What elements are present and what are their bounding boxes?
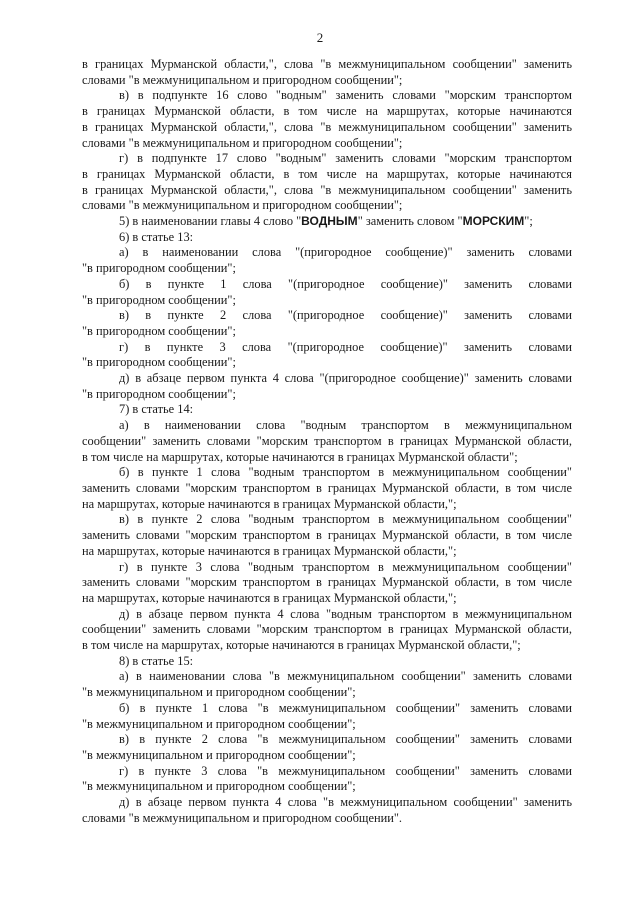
text-line: в том числе на маршрутах, которые начинаются в границах Мурманской области,"; bbox=[82, 638, 521, 653]
text-line: г) в подпункте 17 слово "водным" заменить словами "морским транспортом bbox=[119, 151, 572, 166]
text-line: г) в пункте 3 слова "в межмуниципальном сообщении" заменить словами bbox=[119, 763, 572, 778]
text-line: в границах Мурманской области,", слова "в межмуниципальном сообщении" заменить bbox=[82, 57, 572, 71]
text-line: на маршрутах, которые начинаются в границах Мурманской области,"; bbox=[82, 543, 457, 558]
text-line: г) в пункте 3 слова "водным транспортом в межмуниципальном сообщении" bbox=[119, 559, 572, 574]
text-line: г) в пункте 3 слова "(пригородное сообщение)" заменить словами bbox=[119, 339, 572, 354]
text-line: "в межмуниципальном и пригородном сообщении"; bbox=[82, 685, 356, 700]
text-line: в том числе на маршрутах, которые начинаются в границах Мурманской области"; bbox=[82, 449, 518, 464]
text-line: в границах Мурманской области,", слова "в межмуниципальном сообщении" заменить bbox=[82, 182, 572, 197]
text-line: в) в пункте 2 слова "в межмуниципальном сообщении" заменить словами bbox=[119, 732, 572, 747]
text-line: "в межмуниципальном и пригородном сообщении"; bbox=[82, 747, 356, 762]
text-line: а) в наименовании слова "в межмуниципальном сообщении" заменить словами bbox=[119, 669, 572, 684]
text-line: "в пригородном сообщении"; bbox=[82, 355, 236, 370]
text-line: "в пригородном сообщении"; bbox=[82, 292, 236, 307]
page-number: 2 bbox=[316, 30, 324, 45]
text-line: "в межмуниципальном и пригородном сообщении"; bbox=[82, 779, 356, 794]
text-line: б) в пункте 1 слова "(пригородное сообщение)" заменить словами bbox=[119, 276, 572, 291]
text-line: а) в наименовании слова "водным транспортом в межмуниципальном bbox=[119, 418, 572, 433]
text-line: на маршрутах, которые начинаются в границах Мурманской области,"; bbox=[82, 590, 457, 605]
chapter4-bold-new: МОРСКИМ bbox=[462, 214, 525, 229]
text-line: "в межмуниципальном и пригородном сообщении"; bbox=[82, 716, 356, 731]
text-line: б) в пункте 1 слова "водным транспортом в межмуниципальном сообщении" bbox=[119, 465, 572, 480]
text-line: словами "в межмуниципальном и пригородном сообщении"; bbox=[82, 198, 403, 213]
chapter4-bold-old: ВОДНЫМ bbox=[301, 214, 358, 229]
text-line: д) в абзаце первом пункта 4 слова "в межмуниципальном сообщении" заменить bbox=[119, 795, 572, 810]
text-line: 7) в статье 14: bbox=[119, 402, 194, 417]
text-line: в границах Мурманской области,", слова "в межмуниципальном сообщении" заменить bbox=[82, 119, 572, 134]
text-line: 8) в статье 15: bbox=[119, 653, 194, 668]
text-line: словами "в межмуниципальном и пригородном сообщении"; bbox=[82, 72, 403, 87]
document-body bbox=[82, 57, 572, 826]
text-line: д) в абзаце первом пункта 4 слова "водным транспортом в межмуниципальном bbox=[119, 606, 572, 621]
text-line: "в пригородном сообщении"; bbox=[82, 323, 236, 338]
text-line: 6) в статье 13: bbox=[119, 229, 194, 244]
chapter4-after: "; bbox=[524, 214, 533, 229]
text-line: на маршрутах, которые начинаются в границах Мурманской области,"; bbox=[82, 496, 457, 511]
text-line: в) в подпункте 16 слово "водным" заменить словами "морским транспортом bbox=[119, 88, 572, 103]
text-line: сообщении" заменить словами "морским транспортом в границах Мурманской области, bbox=[82, 433, 572, 448]
text-line: заменить словами "морским транспортом в границах Мурманской области, в том числе bbox=[82, 528, 572, 543]
text-line: б) в пункте 1 слова "в межмуниципальном сообщении" заменить словами bbox=[119, 700, 572, 715]
text-line: "в пригородном сообщении"; bbox=[82, 386, 236, 401]
text-line: а) в наименовании слова "(пригородное сообщение)" заменить словами bbox=[119, 245, 572, 260]
text-line: словами "в межмуниципальном и пригородном сообщении"; bbox=[82, 135, 403, 150]
text-line: заменить словами "морским транспортом в границах Мурманской области, в том числе bbox=[82, 480, 572, 495]
text-line: в границах Мурманской области, в том числе на маршрутах, которые начинаются bbox=[82, 166, 572, 181]
text-line: в) в пункте 2 слова "водным транспортом в межмуниципальном сообщении" bbox=[119, 512, 572, 527]
text-line bbox=[82, 214, 572, 230]
text-line: сообщении" заменить словами "морским транспортом в границах Мурманской области, bbox=[82, 622, 572, 637]
text-line: д) в абзаце первом пункта 4 слова "(пригородное сообщение)" заменить словами bbox=[119, 371, 572, 386]
text-line: заменить словами "морским транспортом в границах Мурманской области, в том числе bbox=[82, 575, 572, 590]
text-line: словами "в межмуниципальном и пригородном сообщении". bbox=[82, 810, 403, 825]
text-line: в границах Мурманской области, в том числе на маршрутах, которые начинаются bbox=[82, 104, 572, 119]
chapter4-before: 5) в наименовании главы 4 слово " bbox=[119, 214, 302, 229]
text-line: в) в пункте 2 слова "(пригородное сообщение)" заменить словами bbox=[119, 308, 572, 323]
text-line: "в пригородном сообщении"; bbox=[82, 261, 236, 276]
chapter4-middle: " заменить словом " bbox=[357, 214, 463, 229]
